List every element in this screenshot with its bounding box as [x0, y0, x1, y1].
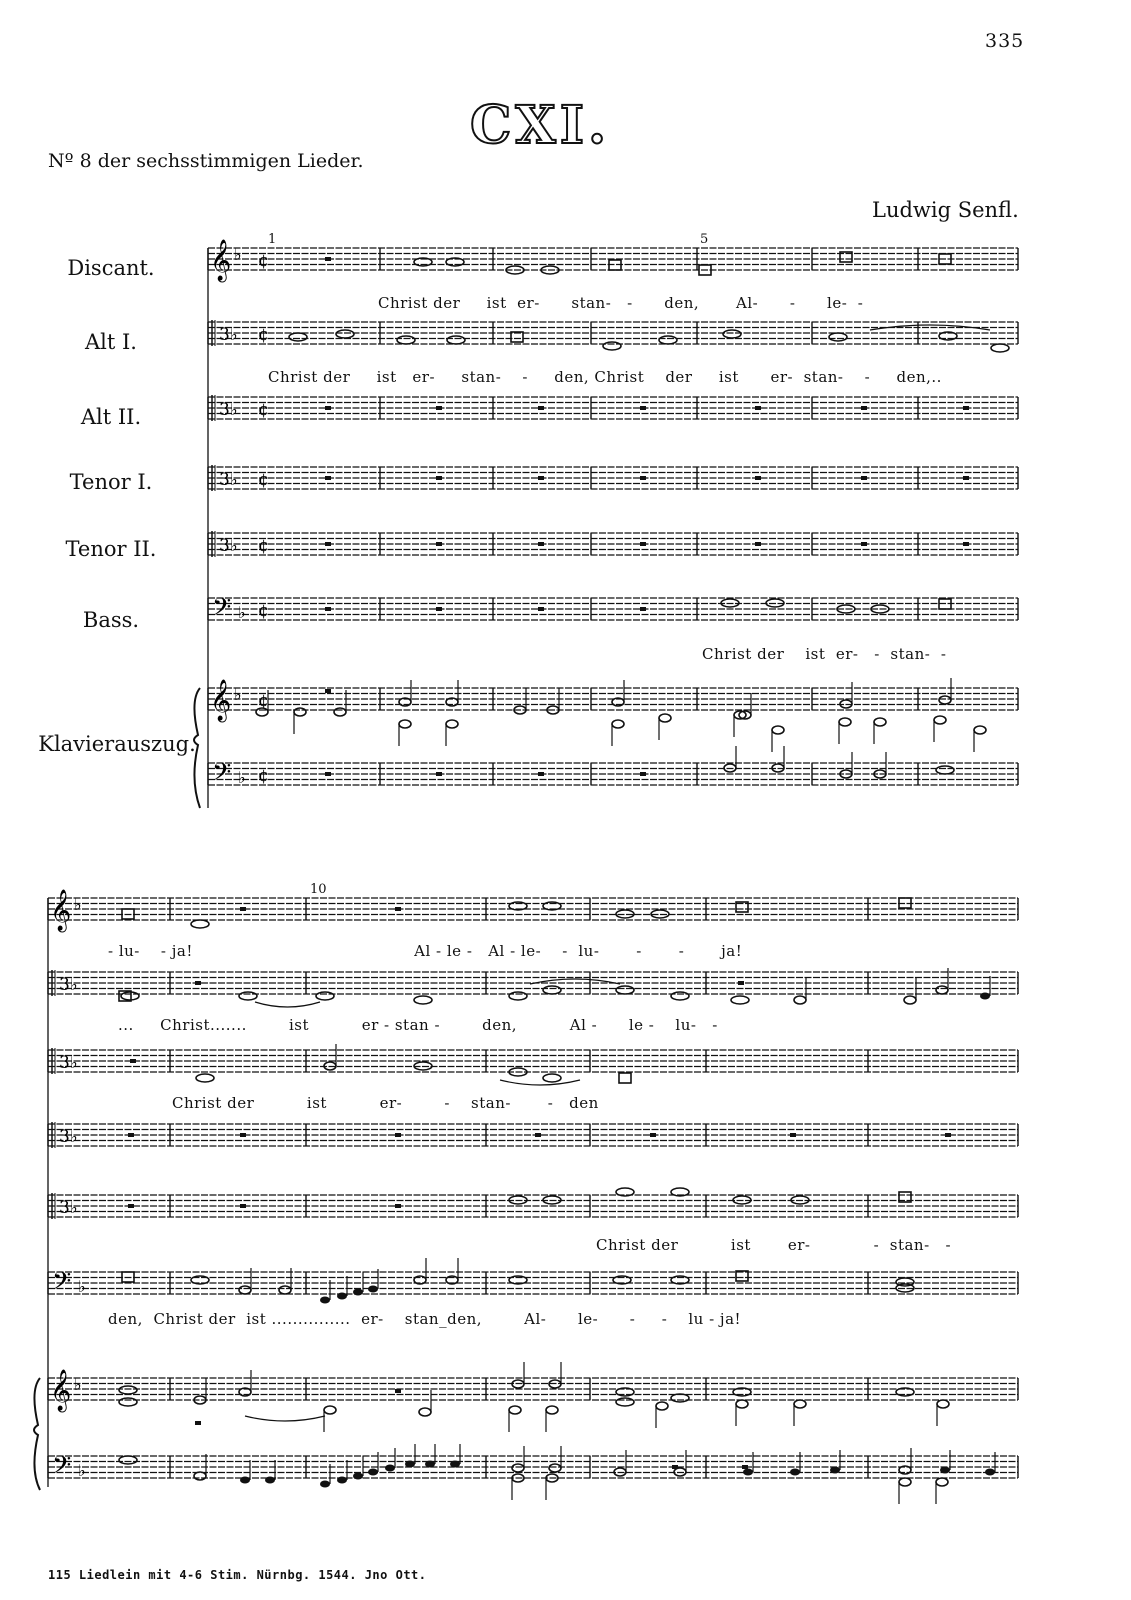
half-note-icon	[239, 1286, 251, 1294]
half-note-icon	[656, 1402, 668, 1410]
whole-note-icon	[616, 1188, 634, 1196]
whole-note-icon	[659, 336, 677, 344]
alto-clef-icon: 3	[219, 536, 230, 556]
rest-icon	[128, 1133, 134, 1137]
quarter-note-icon	[830, 1467, 840, 1474]
whole-note-icon	[397, 336, 415, 344]
bass-clef-icon: 𝄢	[52, 1451, 72, 1486]
rest-icon	[395, 907, 401, 911]
quarter-note-icon	[320, 1481, 330, 1488]
rest-icon	[963, 406, 969, 410]
flat-sign-icon: ♭	[230, 536, 238, 555]
rest-icon	[755, 542, 761, 546]
flat-sign-icon: ♭	[74, 895, 82, 914]
quarter-note-icon	[940, 1467, 950, 1474]
half-note-icon	[659, 714, 671, 722]
bass-clef-icon: 𝄢	[212, 593, 232, 628]
rest-icon	[240, 907, 246, 911]
whole-note-icon	[723, 330, 741, 338]
half-note-icon	[194, 1472, 206, 1480]
whole-note-icon	[414, 996, 432, 1004]
whole-note-icon	[191, 1276, 209, 1284]
slur	[870, 325, 990, 330]
rest-icon	[672, 1465, 678, 1469]
piano-brace	[34, 1378, 40, 1490]
rest-icon	[755, 406, 761, 410]
quarter-note-icon	[743, 1469, 753, 1476]
flat-sign-icon: ♭	[230, 325, 238, 344]
half-note-icon	[736, 1400, 748, 1408]
whole-note-icon	[829, 333, 847, 341]
whole-note-icon	[616, 986, 634, 994]
rest-icon	[436, 542, 442, 546]
rest-icon	[128, 1204, 134, 1208]
rest-icon	[640, 772, 646, 776]
half-note-icon	[509, 1406, 521, 1414]
subtitle: Nº 8 der sechsstimmigen Lieder.	[48, 150, 364, 172]
slur	[245, 1416, 325, 1421]
whole-note-icon	[191, 920, 209, 928]
quarter-note-icon	[353, 1289, 363, 1296]
cut-time-icon: ¢	[258, 691, 269, 711]
rest-icon	[240, 1204, 246, 1208]
rest-icon	[436, 772, 442, 776]
rest-icon	[395, 1133, 401, 1137]
rest-icon	[325, 257, 331, 261]
breve-note-icon	[619, 1073, 631, 1083]
cut-time-icon: ¢	[258, 325, 269, 345]
rest-icon	[640, 476, 646, 480]
cut-time-icon: ¢	[258, 536, 269, 556]
half-note-icon	[839, 718, 851, 726]
rest-icon	[325, 406, 331, 410]
bass-clef-icon: 𝄢	[52, 1267, 72, 1302]
bass-clef-icon: 𝄢	[212, 758, 232, 793]
half-note-icon	[334, 708, 346, 716]
quarter-note-icon	[368, 1469, 378, 1476]
half-note-icon	[546, 1406, 558, 1414]
rest-icon	[240, 1133, 246, 1137]
half-note-icon	[419, 1408, 431, 1416]
rest-icon	[963, 476, 969, 480]
voice-label-bass: Bass.	[82, 608, 140, 632]
rest-icon	[861, 406, 867, 410]
rest-icon	[945, 1133, 951, 1137]
quarter-note-icon	[980, 993, 990, 1000]
half-note-icon	[549, 1464, 561, 1472]
flat-sign-icon: ♭	[234, 685, 242, 704]
lyric-line-bass: Christ der ist er- - stan- -	[702, 645, 947, 663]
whole-note-icon	[616, 1398, 634, 1406]
treble-clef-icon: 𝄞	[210, 240, 232, 281]
cut-time-icon: ¢	[258, 601, 269, 621]
flat-sign-icon: ♭	[78, 1461, 86, 1480]
quarter-note-icon	[450, 1461, 460, 1468]
rest-icon	[436, 406, 442, 410]
voice-label-alt1: Alt I.	[85, 330, 137, 354]
rest-icon	[742, 1465, 748, 1469]
measure-number: 10	[310, 882, 327, 897]
rest-icon	[538, 406, 544, 410]
rest-icon	[538, 607, 544, 611]
lyric-line-discant: Christ der ist er- stan- - den, Al- - le- -	[378, 294, 864, 312]
rest-icon	[195, 1421, 201, 1425]
lyric-line-tenor2: Christ der ist er- - stan- -	[596, 1236, 952, 1254]
half-note-icon	[794, 996, 806, 1004]
lyric-line-alt1: ... Christ....... ist er - stan - den, Al - le - lu- -	[118, 1016, 718, 1034]
lyric-line-alt2: Christ der ist er- - stan- - den	[172, 1094, 599, 1112]
rest-icon	[395, 1389, 401, 1393]
piano-brace	[194, 688, 200, 808]
whole-note-icon	[196, 1074, 214, 1082]
cut-time-icon: ¢	[258, 251, 269, 271]
quarter-note-icon	[985, 1469, 995, 1476]
rest-icon	[325, 542, 331, 546]
half-note-icon	[279, 1286, 291, 1294]
quarter-note-icon	[337, 1477, 347, 1484]
rest-icon	[650, 1133, 656, 1137]
alto-clef-icon: 3	[59, 1053, 70, 1073]
half-note-icon	[936, 986, 948, 994]
rest-icon	[535, 1133, 541, 1137]
page-number: 335	[985, 30, 1025, 52]
flat-sign-icon: ♭	[238, 768, 246, 787]
half-note-icon	[612, 720, 624, 728]
rest-icon	[738, 981, 744, 985]
rest-icon	[640, 542, 646, 546]
rest-icon	[436, 476, 442, 480]
quarter-note-icon	[368, 1286, 378, 1293]
cut-time-icon: ¢	[258, 470, 269, 490]
whole-note-icon	[316, 992, 334, 1000]
whole-note-icon	[543, 986, 561, 994]
half-note-icon	[446, 720, 458, 728]
half-note-icon	[974, 726, 986, 734]
rest-icon	[436, 607, 442, 611]
alto-clef-icon: 3	[219, 325, 230, 345]
flat-sign-icon: ♭	[78, 1277, 86, 1296]
lyric-line-discant: - lu- - ja! Al - le - Al - le- - lu- - - ja!	[108, 942, 743, 960]
rest-icon	[861, 476, 867, 480]
quarter-note-icon	[337, 1293, 347, 1300]
whole-note-icon	[239, 992, 257, 1000]
half-note-icon	[874, 718, 886, 726]
half-note-icon	[794, 1400, 806, 1408]
slur	[255, 1002, 320, 1007]
rest-icon	[130, 1059, 136, 1063]
flat-sign-icon: ♭	[234, 245, 242, 264]
treble-clef-icon: 𝄞	[50, 1370, 72, 1411]
whole-note-icon	[671, 1394, 689, 1402]
quarter-note-icon	[790, 1469, 800, 1476]
whole-note-icon	[121, 992, 139, 1000]
rest-icon	[325, 476, 331, 480]
rest-icon	[325, 607, 331, 611]
cut-time-icon: ¢	[258, 400, 269, 420]
voice-label-alt2: Alt II.	[80, 405, 142, 429]
alto-clef-icon: 3	[59, 975, 70, 995]
flat-sign-icon: ♭	[230, 400, 238, 419]
rest-icon	[538, 542, 544, 546]
rest-icon	[790, 1133, 796, 1137]
whole-note-icon	[731, 996, 749, 1004]
lyric-line-bass: den, Christ der ist ............... er- stan_den, Al- le- - - lu - ja!	[108, 1310, 742, 1328]
quarter-note-icon	[425, 1461, 435, 1468]
half-note-icon	[294, 708, 306, 716]
rest-icon	[538, 772, 544, 776]
half-note-icon	[936, 1478, 948, 1486]
whole-note-icon	[119, 1456, 137, 1464]
quarter-note-icon	[353, 1473, 363, 1480]
lyric-line-alt1: Christ der ist er- stan- - den, Christ der ist er- stan- - den,..	[268, 368, 942, 386]
rest-icon	[755, 476, 761, 480]
voice-label-tenor2: Tenor II.	[65, 537, 157, 561]
cut-time-icon: ¢	[258, 766, 269, 786]
whole-note-icon	[603, 342, 621, 350]
measure-number: 5	[700, 232, 709, 247]
quarter-note-icon	[320, 1297, 330, 1304]
half-note-icon	[772, 726, 784, 734]
whole-note-icon	[119, 1398, 137, 1406]
whole-note-icon	[336, 330, 354, 338]
rest-icon	[861, 542, 867, 546]
flat-sign-icon: ♭	[70, 1127, 78, 1146]
voice-label-tenor1: Tenor I.	[69, 470, 153, 494]
whole-note-icon	[447, 336, 465, 344]
slur	[500, 1080, 580, 1085]
whole-note-icon	[289, 333, 307, 341]
measure-number: 1	[268, 232, 277, 247]
source-footnote: 115 Liedlein mit 4-6 Stim. Nürnbg. 1544. Jno Ott.	[48, 1568, 427, 1582]
whole-note-icon	[936, 766, 954, 774]
rest-icon	[195, 981, 201, 985]
composer-name: Ludwig Senfl.	[872, 198, 1019, 222]
flat-sign-icon: ♭	[230, 470, 238, 489]
rest-icon	[325, 772, 331, 776]
half-note-icon	[939, 696, 951, 704]
flat-sign-icon: ♭	[70, 1198, 78, 1217]
whole-note-icon	[991, 344, 1009, 352]
whole-note-icon	[509, 992, 527, 1000]
piece-title: CXI.	[470, 95, 611, 156]
rest-icon	[395, 1204, 401, 1208]
half-note-icon	[904, 996, 916, 1004]
alto-clef-icon: 3	[219, 470, 230, 490]
rest-icon	[538, 476, 544, 480]
quarter-note-icon	[405, 1461, 415, 1468]
half-note-icon	[324, 1406, 336, 1414]
treble-clef-icon: 𝄞	[50, 890, 72, 931]
rest-icon	[640, 406, 646, 410]
whole-note-icon	[119, 1386, 137, 1394]
half-note-icon	[899, 1478, 911, 1486]
rest-icon	[325, 689, 331, 693]
alto-clef-icon: 3	[219, 400, 230, 420]
quarter-note-icon	[385, 1465, 395, 1472]
piano-reduction-label: Klavierauszug.	[38, 732, 196, 756]
rest-icon	[963, 542, 969, 546]
flat-sign-icon: ♭	[238, 603, 246, 622]
half-note-icon	[934, 716, 946, 724]
flat-sign-icon: ♭	[74, 1375, 82, 1394]
rest-icon	[640, 607, 646, 611]
treble-clef-icon: 𝄞	[210, 680, 232, 721]
whole-note-icon	[543, 1074, 561, 1082]
flat-sign-icon: ♭	[70, 975, 78, 994]
half-note-icon	[512, 1464, 524, 1472]
quarter-note-icon	[240, 1477, 250, 1484]
whole-note-icon	[616, 1388, 634, 1396]
alto-clef-icon: 3	[59, 1127, 70, 1147]
quarter-note-icon	[265, 1477, 275, 1484]
alto-clef-icon: 3	[59, 1198, 70, 1218]
whole-note-icon	[671, 992, 689, 1000]
flat-sign-icon: ♭	[70, 1053, 78, 1072]
half-note-icon	[399, 720, 411, 728]
voice-label-discant: Discant.	[67, 256, 155, 280]
half-note-icon	[937, 1400, 949, 1408]
